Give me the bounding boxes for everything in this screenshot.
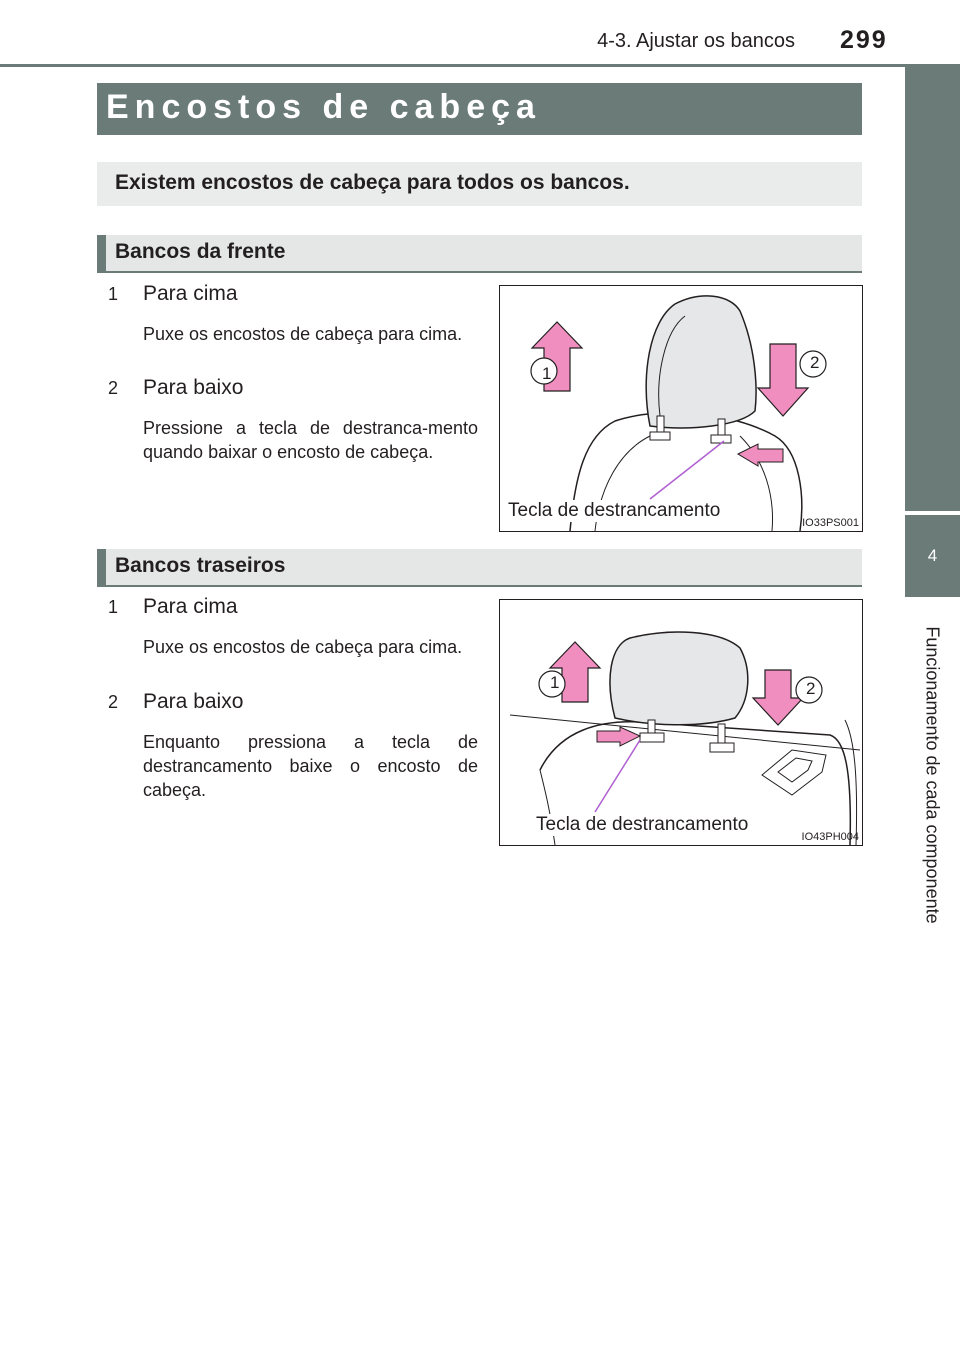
rear-headrest-illustration (500, 600, 862, 845)
step-title: Para cima (143, 595, 238, 618)
figure-marker-1: 1 (550, 673, 560, 692)
rear-seats-heading: Bancos traseiros (115, 554, 286, 577)
step-description: Puxe os encostos de cabeça para cima. (143, 324, 463, 344)
step-description: Puxe os encostos de cabeça para cima. (143, 637, 463, 657)
section-title-bar (97, 83, 862, 135)
step-description: Enquanto pressiona a tecla de destrancamento baixe o encosto de cabeça. (143, 732, 478, 800)
step-description: Pressione a tecla de destranca-mento quando baixar o encosto de cabeça. (143, 418, 478, 462)
step-title: Para baixo (143, 376, 244, 399)
figure-marker-2: 2 (806, 679, 816, 698)
step-number: 1 (108, 597, 119, 617)
section-title: Encostos de cabeça (106, 88, 541, 126)
intro-text: Existem encostos de cabeça para todos os bancos. (115, 171, 630, 194)
release-button-label: Tecla de destrancamento (536, 814, 749, 835)
front-seats-heading-bar (97, 235, 862, 271)
front-seats-heading: Bancos da frente (115, 240, 286, 263)
header-rule (0, 64, 960, 67)
figure-code: IO33PS001 (802, 517, 859, 529)
rear-headrest-figure (499, 599, 863, 846)
release-button-label: Tecla de destrancamento (508, 500, 721, 521)
figure-marker-1: 1 (542, 364, 552, 383)
chapter-number: 4 (927, 546, 938, 565)
step-number: 2 (108, 378, 119, 398)
front-headrest-figure (499, 285, 863, 532)
page-number: 299 (840, 26, 888, 54)
side-tab-upper (905, 66, 960, 511)
intro-box (97, 162, 862, 206)
running-header-section: 4-3. Ajustar os bancos (597, 30, 795, 52)
chapter-title: Funcionamento de cada componente (922, 626, 943, 924)
step-title: Para cima (143, 282, 238, 305)
step-title: Para baixo (143, 690, 244, 713)
figure-code: IO43PH004 (801, 831, 859, 843)
rear-seats-heading-bar (97, 549, 862, 585)
front-headrest-illustration (500, 286, 862, 531)
step-number: 2 (108, 692, 119, 712)
step-number: 1 (108, 284, 119, 304)
chapter-tab (905, 515, 960, 597)
figure-marker-2: 2 (810, 353, 820, 372)
